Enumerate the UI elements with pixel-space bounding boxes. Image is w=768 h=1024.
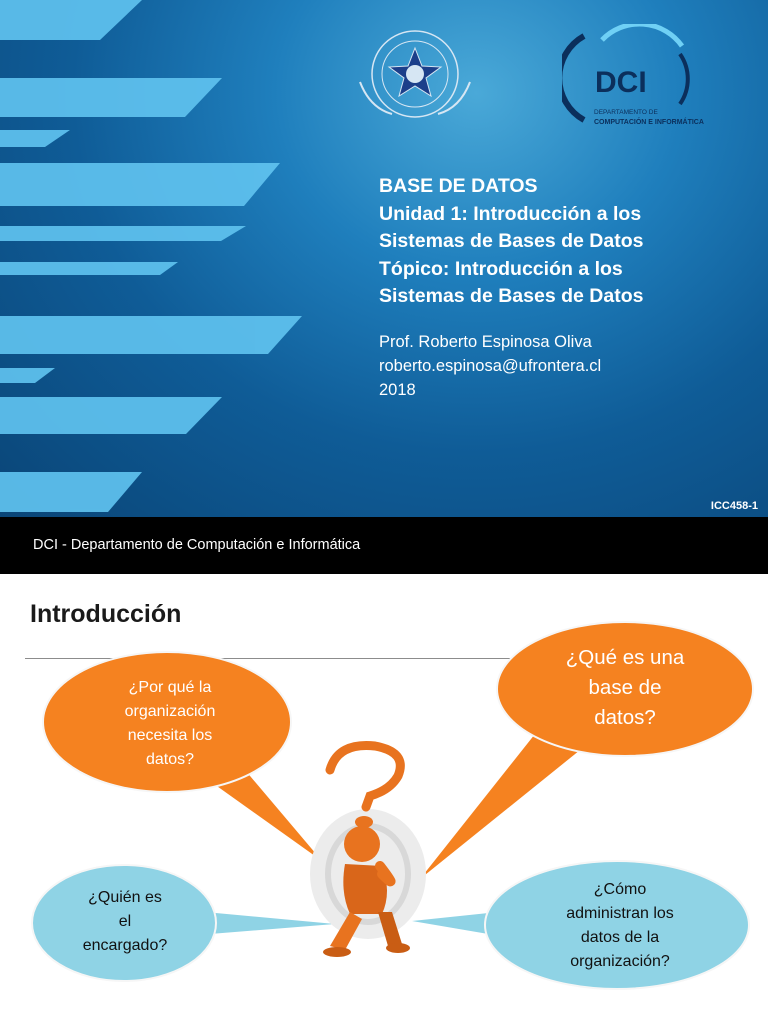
intro-title: Introducción <box>30 600 182 628</box>
dci-caption-line2: COMPUTACIÓN E INFORMÁTICA <box>594 119 704 126</box>
title-line-2: Unidad 1: Introducción a los <box>379 202 642 225</box>
bubble-4-line-4: organización? <box>570 953 670 970</box>
author-email: roberto.espinosa@ufrontera.cl <box>379 357 602 375</box>
bubble-2-line-1: ¿Qué es una <box>565 646 685 669</box>
bubble-4-line-2: administran los <box>566 905 674 922</box>
bubble-4-line-3: datos de la <box>580 929 660 946</box>
title-line-5: Sistemas de Bases de Datos <box>379 285 644 308</box>
bubble-1-line-4: datos? <box>145 751 195 768</box>
bubble-3-line-3: encargado? <box>82 937 168 954</box>
title-line-4: Tópico: Introducción a los <box>379 257 623 280</box>
bubble-1-line-2: organización <box>124 703 216 720</box>
dci-mark: DCI <box>595 66 647 99</box>
bubble-2-line-2: base de <box>588 676 662 699</box>
bubble-3-line-2: el <box>118 913 132 930</box>
dci-caption-line1: DEPARTAMENTO DE <box>594 109 658 116</box>
footer-text: DCI - Departamento de Computación e Informática <box>33 537 361 553</box>
bubble-2-line-3: datos? <box>594 706 656 729</box>
author-name: Prof. Roberto Espinosa Oliva <box>379 333 592 351</box>
title-line-1: BASE DE DATOS <box>379 175 538 197</box>
university-seal-logo <box>352 26 478 122</box>
bubble-text-what-is-db <box>522 643 728 733</box>
year: 2018 <box>379 381 416 399</box>
bubble-1-line-3: necesita los <box>127 727 213 744</box>
title-line-3: Sistemas de Bases de Datos <box>379 230 644 253</box>
footer-bar <box>0 517 768 574</box>
bubble-text-who-in-charge <box>50 886 200 958</box>
bubble-3-line-1: ¿Quién es <box>88 889 162 906</box>
bubble-text-how-managed <box>520 878 720 974</box>
dci-logo <box>562 24 722 134</box>
bubble-1-line-1: ¿Por qué la <box>128 679 212 696</box>
introduction-slide <box>0 574 768 1024</box>
bubble-text-why-data <box>70 676 270 772</box>
course-code: ICC458-1 <box>710 500 758 512</box>
thinking-figure-icon <box>310 746 426 958</box>
bubble-4-line-1: ¿Cómo <box>593 881 647 898</box>
slide-title <box>379 173 759 311</box>
author-info <box>379 330 601 402</box>
